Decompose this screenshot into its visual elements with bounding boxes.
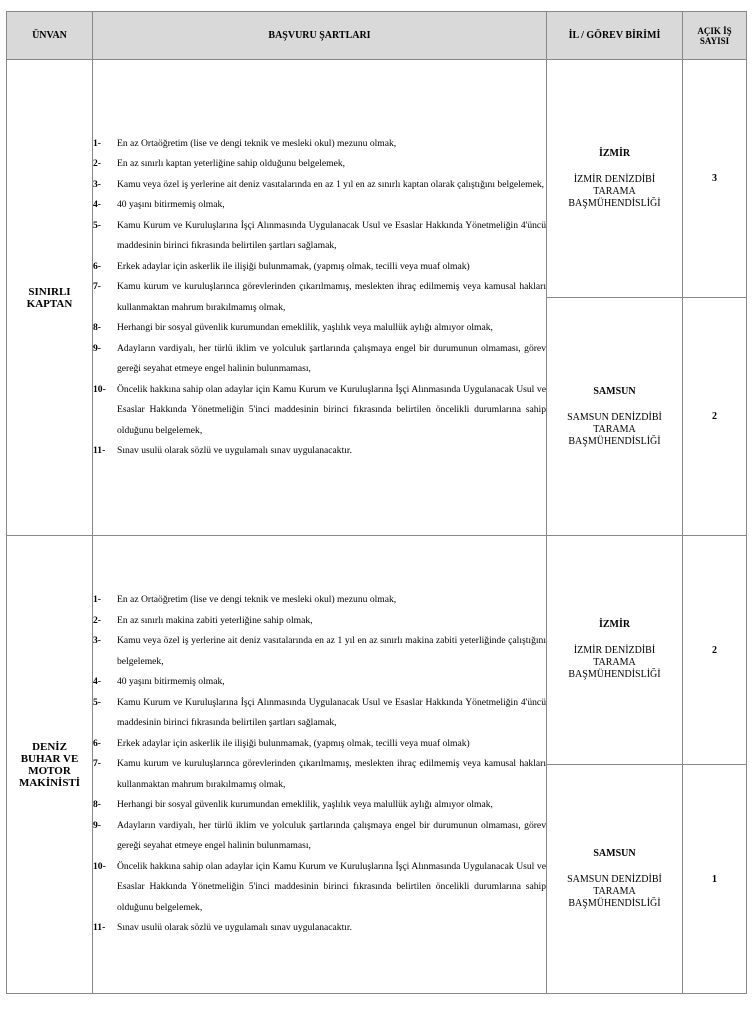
requirement-text: Erkek adaylar için askerlik ile ilişiği bulunmamak, (yapmış olmak, tecilli veya muaf olmak) — [117, 260, 470, 272]
requirement-text: En az Ortaöğretim (lise ve dengi teknik ve mesleki okul) mezunu olmak, — [117, 594, 397, 606]
requirement-text: Öncelik hakkına sahip olan adaylar için Kamu Kurum ve Kuruluşlarına İşçi Alınmasında Uygulanacak Usul ve Esaslar Hakkında Yönetmeliğin 5'inci maddesinin birinci fıkrasında belirtilen öncelikli durumlarına sahip olduğunu belgelemek, — [117, 860, 546, 913]
unit-city: İZMİR — [598, 619, 631, 630]
requirement-number: 5- — [93, 696, 101, 708]
requirement-item — [93, 257, 546, 278]
requirement-number: 6- — [93, 260, 101, 272]
unit-name: SAMSUN DENİZDİBİ TARAMA BAŞMÜHENDİSLİĞİ — [567, 874, 662, 909]
unit-cell-2-1 — [547, 536, 683, 765]
requirement-text: Herhangi bir sosyal güvenlik kurumundan emeklilik, yaşlılık veya malullük aylığı almıyor olmak, — [117, 322, 493, 333]
requirement-text: Herhangi bir sosyal güvenlik kurumundan emeklilik, yaşlılık veya malullük aylığı almıyor olmak, — [117, 799, 493, 811]
requirement-number: 10- — [93, 860, 106, 872]
requirement-text: Adayların vardiyalı, her türlü iklim ve yolculuk şartlarında çalışmaya engel bir durumunun olmaması, görev gereği seyahat etmeye engel halinin bulunmaması, — [117, 342, 546, 374]
requirement-number: 4- — [93, 199, 101, 210]
requirements-list — [93, 590, 546, 939]
header-acik-line1: AÇIK İŞ — [697, 25, 732, 36]
position-row-2a — [7, 536, 747, 765]
unit-city: İZMİR — [598, 147, 631, 159]
header-basvuru-sartlari: BAŞVURU ŞARTLARI — [93, 12, 547, 60]
requirements-cell-2 — [93, 536, 547, 994]
requirement-number: 1- — [93, 137, 101, 149]
requirement-item — [93, 611, 546, 632]
requirement-text: En az Ortaöğretim (lise ve dengi teknik ve mesleki okul) mezunu olmak, — [117, 137, 397, 149]
requirement-item — [93, 216, 546, 257]
header-unvan: ÜNVAN — [7, 12, 93, 60]
header-acik-line2: SAYISI — [699, 35, 730, 46]
requirement-item — [93, 318, 546, 339]
unit-city: SAMSUN — [593, 848, 636, 859]
requirement-text: Kamu veya özel iş yerlerine ait deniz vasıtalarında en az 1 yıl en az sınırlı kaptan olarak çalıştığını belgelemek, — [117, 178, 545, 190]
requirement-text: Erkek adaylar için askerlik ile ilişiği bulunmamak, (yapmış olmak, tecilli veya muaf olmak) — [117, 737, 470, 749]
requirement-item — [93, 134, 546, 155]
requirement-number: 4- — [93, 676, 101, 688]
requirement-number: 2- — [93, 614, 101, 626]
requirements-list — [93, 134, 546, 462]
requirement-text: Sınav usulü olarak sözlü ve uygulamalı sınav uygulanacaktır. — [117, 445, 352, 456]
requirement-number: 2- — [93, 158, 101, 169]
position-title-2 — [7, 536, 93, 994]
requirement-item — [93, 816, 546, 857]
requirement-item — [93, 277, 546, 318]
requirement-text: En az sınırlı kaptan yeterliğine sahip olduğunu belgelemek, — [117, 158, 346, 169]
requirement-number: 6- — [93, 737, 101, 749]
job-listing-table — [6, 11, 747, 994]
position-row-1a — [7, 60, 747, 298]
header-row — [7, 12, 747, 60]
requirement-text: Kamu kurum ve kuruluşlarınca görevlerinden çıkarılmamış, meslekten ihraç edilmemiş veya kamusal hakları kullanmaktan mahrum bırakılmamış olmak, — [117, 758, 546, 790]
requirement-number: 1- — [93, 594, 101, 606]
requirement-item — [93, 380, 546, 442]
requirement-number: 10- — [93, 383, 106, 395]
header-il-gorev-birimi: İL / GÖREV BİRİMİ — [547, 12, 683, 60]
requirement-item — [93, 631, 546, 672]
requirement-number: 11- — [93, 445, 106, 456]
requirement-number: 11- — [93, 922, 106, 934]
requirement-number: 8- — [93, 322, 101, 333]
position-title-text: SINIRLI KAPTAN — [26, 285, 73, 310]
requirement-text: Kamu kurum ve kuruluşlarınca görevlerinden çıkarılmamış, meslekten ihraç edilmemiş veya kamusal hakları kullanmaktan mahrum bırakılmamış olmak, — [117, 281, 546, 313]
requirement-text: Kamu Kurum ve Kuruluşlarına İşçi Alınmasında Uygulanacak Usul ve Esaslar Hakkında Yönetmeliğin 4'üncü maddesinin birinci fıkrasında belirtilen şartları sağlamak, — [117, 219, 546, 251]
requirement-item — [93, 441, 546, 462]
unit-cell-2-2 — [547, 765, 683, 994]
requirement-item — [93, 795, 546, 816]
requirement-number: 9- — [93, 342, 101, 354]
requirement-item — [93, 175, 546, 196]
open-count-2-2: 1 — [683, 765, 747, 994]
open-count-2-1: 2 — [683, 536, 747, 765]
requirement-number: 3- — [93, 635, 101, 647]
open-count-1-1: 3 — [683, 60, 747, 298]
requirement-number: 5- — [93, 219, 101, 231]
requirement-item — [93, 693, 546, 734]
open-count-1-2: 2 — [683, 298, 747, 536]
requirement-item — [93, 339, 546, 380]
position-title-text: DENİZ BUHAR VE MOTOR MAKİNİSTİ — [18, 740, 81, 789]
requirement-item — [93, 734, 546, 755]
requirement-number: 7- — [93, 758, 101, 770]
requirement-text: Kamu Kurum ve Kuruluşlarına İşçi Alınmasında Uygulanacak Usul ve Esaslar Hakkında Yönetmeliğin 4'üncü maddesinin birinci fıkrasında belirtilen şartları sağlamak, — [117, 696, 546, 729]
requirements-cell-1 — [93, 60, 547, 536]
requirement-item — [93, 590, 546, 611]
unit-city: SAMSUN — [593, 385, 636, 397]
requirement-text: Sınav usulü olarak sözlü ve uygulamalı sınav uygulanacaktır. — [117, 922, 352, 934]
requirement-number: 8- — [93, 799, 101, 811]
unit-name: İZMİR DENİZDİBİ TARAMA BAŞMÜHENDİSLİĞİ — [568, 173, 661, 209]
requirement-item — [93, 195, 546, 216]
unit-cell-1-2 — [547, 298, 683, 536]
requirement-number: 9- — [93, 819, 101, 831]
requirement-item — [93, 754, 546, 795]
position-title-1 — [7, 60, 93, 536]
requirement-text: Öncelik hakkına sahip olan adaylar için Kamu Kurum ve Kuruluşlarına İşçi Alınmasında Uygulanacak Usul ve Esaslar Hakkında Yönetmeliğin 5'inci maddesinin birinci fıkrasında belirtilen öncelikli durumlarına sahip olduğunu belgelemek, — [117, 383, 546, 436]
requirement-number: 7- — [93, 281, 101, 292]
requirement-item — [93, 672, 546, 693]
requirement-text: 40 yaşını bitirmemiş olmak, — [117, 199, 225, 210]
requirement-text: 40 yaşını bitirmemiş olmak, — [117, 676, 225, 688]
unit-name: SAMSUN DENİZDİBİ TARAMA BAŞMÜHENDİSLİĞİ — [567, 411, 662, 447]
requirement-item — [93, 154, 546, 175]
requirement-item — [93, 857, 546, 919]
header-acik-is-sayisi — [683, 12, 747, 60]
unit-name: İZMİR DENİZDİBİ TARAMA BAŞMÜHENDİSLİĞİ — [568, 645, 661, 680]
requirement-number: 3- — [93, 178, 101, 190]
requirement-text: Kamu veya özel iş yerlerine ait deniz vasıtalarında en az 1 yıl en az sınırlı makina zabiti yeterliğinde çalıştığını belgelemek, — [117, 635, 546, 667]
requirement-item — [93, 918, 546, 939]
requirement-text: Adayların vardiyalı, her türlü iklim ve yolculuk şartlarında çalışmaya engel bir durumunun olmaması, görev gereği seyahat etmeye engel halinin bulunmaması, — [117, 819, 546, 852]
requirement-text: En az sınırlı makina zabiti yeterliğine sahip olmak, — [117, 614, 313, 626]
unit-cell-1-1 — [547, 60, 683, 298]
